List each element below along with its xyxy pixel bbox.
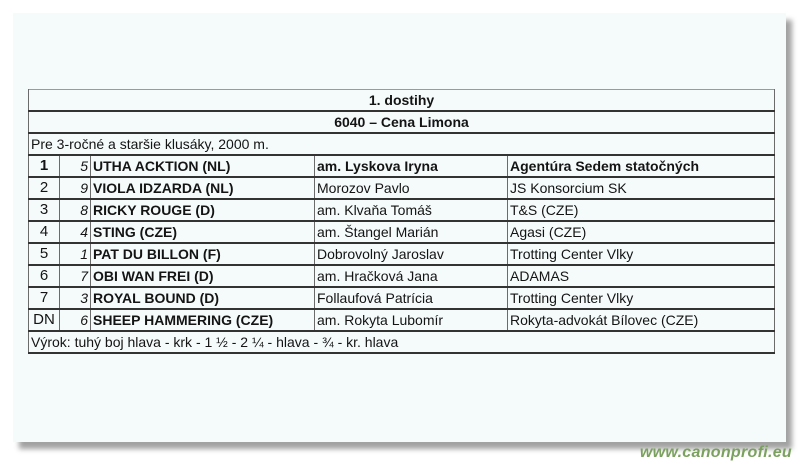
place-cell: 2 bbox=[29, 177, 60, 199]
watermark-text: www.canonprofi.eu bbox=[639, 444, 792, 461]
driver-cell: Morozov Pavlo bbox=[315, 177, 508, 199]
start-number-cell: 3 bbox=[60, 287, 91, 309]
start-number-cell: 5 bbox=[60, 155, 91, 177]
place-cell: 6 bbox=[29, 265, 60, 287]
result-row bbox=[29, 309, 775, 331]
document-page bbox=[13, 13, 786, 442]
race-conditions: Pre 3-ročné a staršie klusáky, 2000 m. bbox=[29, 133, 775, 155]
result-row bbox=[29, 265, 775, 287]
start-number-cell: 1 bbox=[60, 243, 91, 265]
owner-cell: Trotting Center Vlky bbox=[508, 287, 775, 309]
driver-cell: Dobrovolný Jaroslav bbox=[315, 243, 508, 265]
driver-cell: am. Klvaňa Tomáš bbox=[315, 199, 508, 221]
result-row bbox=[29, 155, 775, 177]
start-number-cell: 6 bbox=[60, 309, 91, 331]
driver-cell: am. Rokyta Lubomír bbox=[315, 309, 508, 331]
place-cell: 5 bbox=[29, 243, 60, 265]
start-number-cell: 7 bbox=[60, 265, 91, 287]
horse-name-cell: STING (CZE) bbox=[91, 221, 315, 243]
start-number-cell: 9 bbox=[60, 177, 91, 199]
owner-cell: ADAMAS bbox=[508, 265, 775, 287]
horse-name-cell: RICKY ROUGE (D) bbox=[91, 199, 315, 221]
place-cell: 4 bbox=[29, 221, 60, 243]
verdict-text: Výrok: tuhý boj hlava - krk - 1 ½ - 2 ¼ - hlava - ¾ - kr. hlava bbox=[29, 331, 775, 353]
result-row bbox=[29, 199, 775, 221]
race-conditions-row bbox=[29, 133, 775, 155]
race-name: 6040 – Cena Limona bbox=[29, 111, 775, 133]
start-number-cell: 8 bbox=[60, 199, 91, 221]
horse-name-cell: OBI WAN FREI (D) bbox=[91, 265, 315, 287]
result-row bbox=[29, 177, 775, 199]
horse-name-cell: VIOLA IDZARDA (NL) bbox=[91, 177, 315, 199]
start-number-cell: 4 bbox=[60, 221, 91, 243]
driver-cell: am. Štangel Marián bbox=[315, 221, 508, 243]
place-cell: DN bbox=[29, 309, 60, 331]
place-cell: 7 bbox=[29, 287, 60, 309]
driver-cell: am. Lyskova Iryna bbox=[315, 155, 508, 177]
place-cell: 1 bbox=[29, 155, 60, 177]
owner-cell: T&S (CZE) bbox=[508, 199, 775, 221]
owner-cell: Rokyta-advokát Bílovec (CZE) bbox=[508, 309, 775, 331]
verdict-row bbox=[29, 331, 775, 353]
horse-name-cell: SHEEP HAMMERING (CZE) bbox=[91, 309, 315, 331]
horse-name-cell: UTHA ACKTION (NL) bbox=[91, 155, 315, 177]
place-cell: 3 bbox=[29, 199, 60, 221]
horse-name-cell: ROYAL BOUND (D) bbox=[91, 287, 315, 309]
driver-cell: am. Hračková Jana bbox=[315, 265, 508, 287]
race-title: 1. dostihy bbox=[29, 90, 775, 112]
owner-cell: Trotting Center Vlky bbox=[508, 243, 775, 265]
owner-cell: Agentúra Sedem statočných bbox=[508, 155, 775, 177]
horse-name-cell: PAT DU BILLON (F) bbox=[91, 243, 315, 265]
result-row bbox=[29, 287, 775, 309]
race-title-row bbox=[29, 90, 775, 112]
race-name-row bbox=[29, 111, 775, 133]
result-row bbox=[29, 243, 775, 265]
race-results-table bbox=[28, 89, 775, 354]
driver-cell: Follaufová Patrícia bbox=[315, 287, 508, 309]
owner-cell: Agasi (CZE) bbox=[508, 221, 775, 243]
result-row bbox=[29, 221, 775, 243]
owner-cell: JS Konsorcium SK bbox=[508, 177, 775, 199]
